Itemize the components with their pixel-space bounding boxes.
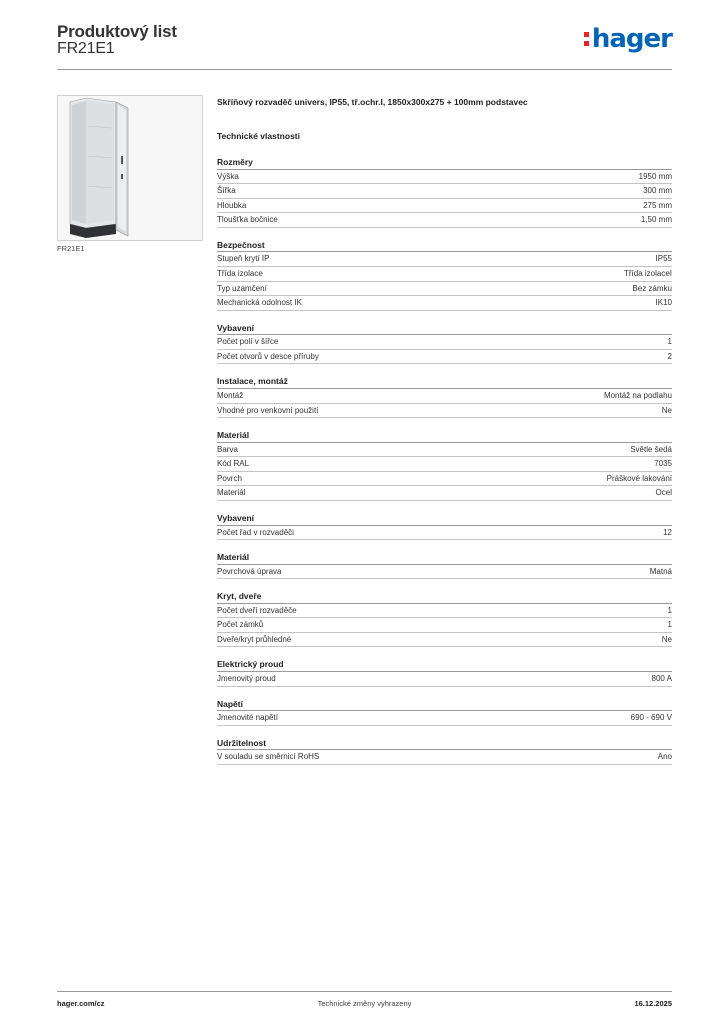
- spec-value: Ano: [657, 752, 672, 762]
- spec-value: Třída izolaceI: [623, 268, 672, 278]
- section-title: Materiál: [217, 430, 672, 443]
- page-title: Produktový list: [57, 22, 177, 41]
- image-caption: FR21E1: [57, 244, 85, 253]
- spec-row: [217, 472, 672, 487]
- spec-label: Povrch: [217, 473, 242, 483]
- spec-section: [217, 240, 672, 311]
- spec-label: Výška: [217, 171, 239, 181]
- spec-section: [217, 513, 672, 540]
- product-image: [57, 95, 203, 241]
- spec-label: Hloubka: [217, 200, 247, 210]
- section-title: Instalace, montáž: [217, 376, 672, 389]
- spec-row: [217, 457, 672, 472]
- product-description: Skříňový rozvaděč univers, IP55, tř.ochr.I, 1850x300x275 + 100mm podstavec: [217, 97, 528, 107]
- spec-value: 275 mm: [643, 200, 672, 210]
- section-title: Elektrický proud: [217, 659, 672, 672]
- footer-note: Technické změny vyhrazeny: [317, 999, 412, 1008]
- spec-row: [217, 296, 672, 311]
- spec-label: Jmenovité napětí: [217, 713, 278, 723]
- spec-value: 300 mm: [643, 186, 672, 196]
- spec-label: Stupeň krytí IP: [217, 254, 270, 264]
- spec-label: Počet dveří rozvaděče: [217, 605, 297, 615]
- hager-logo: hager: [584, 24, 672, 54]
- spec-row: [217, 672, 672, 687]
- spec-label: Počet otvorů v desce příruby: [217, 351, 319, 361]
- spec-value: 2: [667, 351, 672, 361]
- spec-label: Mechanická odolnost IK: [217, 298, 302, 308]
- footer-website: hager.com/cz: [57, 999, 105, 1008]
- spec-value: 800 A: [651, 673, 672, 683]
- spec-content: [217, 97, 672, 765]
- spec-value: 690 - 690 V: [630, 713, 672, 723]
- spec-row: [217, 389, 672, 404]
- spec-row: [217, 184, 672, 199]
- spec-row: [217, 267, 672, 282]
- spec-row: [217, 486, 672, 501]
- spec-value: Práškové lakování: [606, 473, 672, 483]
- spec-row: [217, 404, 672, 419]
- spec-section: [217, 659, 672, 686]
- spec-label: Tloušťka bočnice: [217, 215, 278, 225]
- section-title: Udržitelnost: [217, 738, 672, 751]
- spec-value: IK10: [655, 298, 672, 308]
- spec-value: Bez zámku: [632, 283, 672, 293]
- spec-value: Ne: [661, 405, 672, 415]
- spec-section: [217, 552, 672, 579]
- spec-row: [217, 252, 672, 267]
- spec-value: 1: [667, 337, 672, 347]
- spec-value: Ocel: [655, 488, 672, 498]
- spec-row: [217, 213, 672, 228]
- spec-value: 7035: [654, 459, 672, 469]
- spec-label: Typ uzamčení: [217, 283, 267, 293]
- page-footer: [57, 991, 672, 1011]
- spec-row: [217, 199, 672, 214]
- spec-label: Třída izolace: [217, 268, 263, 278]
- section-title: Vybavení: [217, 513, 672, 526]
- spec-value: IP55: [655, 254, 672, 264]
- spec-section: [217, 376, 672, 418]
- spec-row: [217, 350, 672, 365]
- section-title: Napětí: [217, 699, 672, 712]
- spec-row: [217, 335, 672, 350]
- spec-label: Počet zámků: [217, 620, 264, 630]
- spec-section: [217, 157, 672, 228]
- product-code: FR21E1: [57, 40, 115, 57]
- cabinet-icon: [58, 96, 204, 242]
- spec-row: [217, 750, 672, 765]
- spec-row: [217, 711, 672, 726]
- spec-label: Šířka: [217, 186, 236, 196]
- spec-section: [217, 699, 672, 726]
- spec-value: Matná: [649, 566, 672, 576]
- spec-row: [217, 443, 672, 458]
- spec-value: 1950 mm: [638, 171, 672, 181]
- spec-row: [217, 170, 672, 185]
- spec-label: Počet polí v šířce: [217, 337, 279, 347]
- spec-label: Materiál: [217, 488, 246, 498]
- spec-label: Vhodné pro venkovní použití: [217, 405, 319, 415]
- spec-value: Ne: [661, 634, 672, 644]
- spec-row: [217, 618, 672, 633]
- spec-label: Povrchová úprava: [217, 566, 282, 576]
- spec-label: Jmenovitý proud: [217, 673, 276, 683]
- footer-date: 16.12.2025: [634, 999, 672, 1008]
- spec-section: [217, 323, 672, 365]
- spec-section: [217, 591, 672, 647]
- spec-value: Světle šedá: [630, 444, 672, 454]
- spec-section: [217, 738, 672, 765]
- spec-value: 1: [667, 605, 672, 615]
- logo-dots-icon: [584, 30, 589, 46]
- spec-label: Dveře/kryt průhledné: [217, 634, 292, 644]
- spec-label: Kód RAL: [217, 459, 250, 469]
- section-title: Vybavení: [217, 323, 672, 336]
- section-title: Rozměry: [217, 157, 672, 170]
- spec-section: [217, 430, 672, 501]
- spec-label: Montáž: [217, 390, 244, 400]
- spec-label: Barva: [217, 444, 238, 454]
- spec-row: [217, 565, 672, 580]
- spec-row: [217, 282, 672, 297]
- page-header: [57, 20, 672, 70]
- spec-value: 1,50 mm: [640, 215, 672, 225]
- spec-label: Počet řad v rozvaděči: [217, 527, 294, 537]
- section-title: Bezpečnost: [217, 240, 672, 253]
- spec-row: [217, 604, 672, 619]
- spec-label: V souladu se směrnicí RoHS: [217, 752, 320, 762]
- spec-value: 1: [667, 620, 672, 630]
- tech-heading: Technické vlastnosti: [217, 131, 300, 141]
- spec-value: 12: [663, 527, 672, 537]
- spec-sections: [217, 157, 672, 765]
- spec-row: [217, 633, 672, 648]
- spec-row: [217, 526, 672, 541]
- spec-value: Montáž na podlahu: [603, 390, 672, 400]
- section-title: Kryt, dveře: [217, 591, 672, 604]
- section-title: Materiál: [217, 552, 672, 565]
